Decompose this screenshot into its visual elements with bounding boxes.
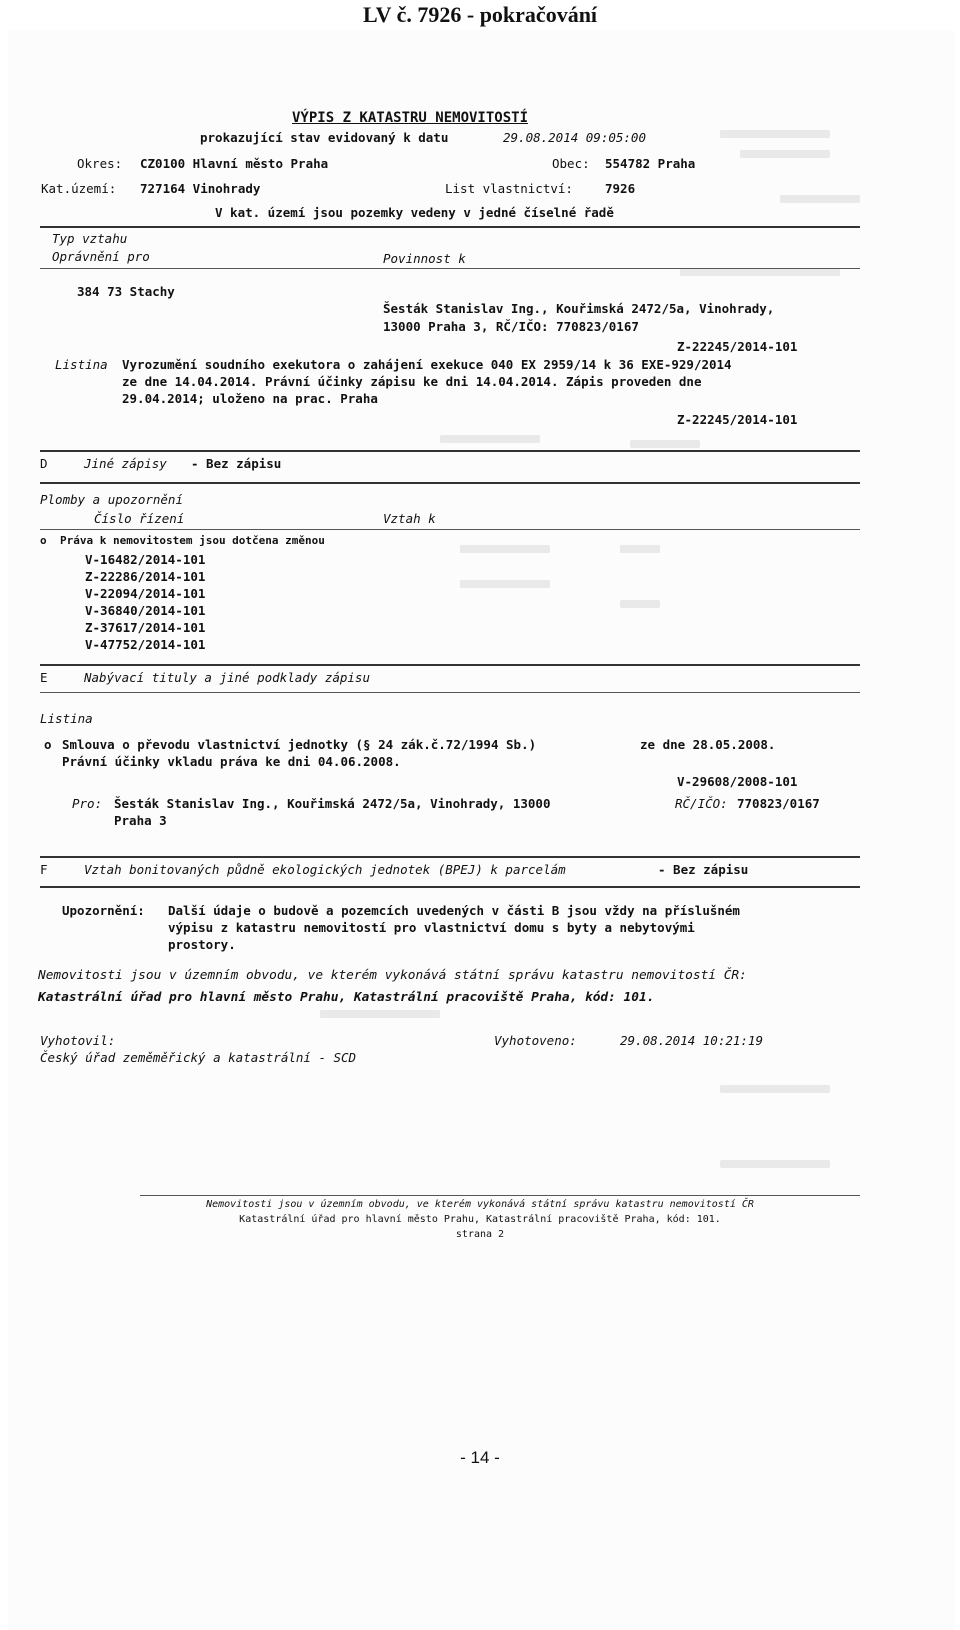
section-d-status: - Bez zápisu (191, 456, 282, 471)
bleed-through-mark (720, 1085, 830, 1093)
pro-label: Pro: (72, 796, 103, 811)
bleed-through-mark (320, 1010, 440, 1018)
divider (40, 226, 860, 228)
document-title: VÝPIS Z KATASTRU NEMOVITOSTÍ (292, 110, 529, 126)
vyhotovil-label: Vyhotovil: (40, 1033, 116, 1048)
bleed-through-mark (740, 150, 830, 158)
bleed-through-mark (680, 268, 840, 276)
section-f-status: - Bez zápisu (658, 862, 749, 877)
bleed-through-mark (460, 580, 550, 588)
rizeni-item: V-16482/2014-101 (85, 552, 206, 567)
footer-line-3: strana 2 (455, 1229, 505, 1240)
upozorneni-line-1: Další údaje o budově a pozemcích uvedených v části B jsou vždy na příslušném (168, 903, 740, 918)
upozorneni-line-2: výpisu z katastru nemovitostí pro vlastnictví domu s byty a nebytovými (168, 920, 695, 935)
obec-label: Obec: (552, 156, 590, 171)
subtitle-date: 29.08.2014 09:05:00 (503, 130, 646, 145)
upozorneni-label: Upozornění: (62, 903, 145, 918)
bleed-through-mark (620, 545, 660, 553)
cislo-rizeni-label: Číslo řízení (94, 511, 185, 526)
divider (40, 529, 860, 530)
vyhotovil-value: Český úřad zeměměřický a katastrální - SCD (40, 1050, 357, 1065)
rizeni-item: V-47752/2014-101 (85, 637, 206, 652)
smlouva-ref: V-29608/2008-101 (677, 774, 798, 789)
katuzemi-value: 727164 Vinohrady (140, 181, 261, 196)
bleed-through-mark (440, 435, 540, 443)
lv-value: 7926 (605, 181, 636, 196)
section-f-title: Vztah bonitovaných půdně ekologických jednotek (BPEJ) k parcelám (84, 862, 566, 877)
divider (40, 482, 860, 484)
divider (140, 1195, 860, 1196)
footer-line-2: Katastrální úřad pro hlavní město Prahu, Katastrální pracoviště Praha, kód: 101. (239, 1214, 721, 1225)
section-f-letter: F (40, 862, 48, 877)
divider (40, 268, 860, 269)
listina-line-2: ze dne 14.04.2014. Právní účinky zápisu ke dni 14.04.2014. Zápis proveden dne (122, 374, 702, 389)
plomby-title: Plomby a upozornění (40, 492, 183, 507)
rizeni-item: Z-22286/2014-101 (85, 569, 206, 584)
obec-value: 554782 Praha (605, 156, 696, 171)
bleed-through-mark (720, 1160, 830, 1168)
vyhotoveno-value: 29.08.2014 10:21:19 (620, 1033, 763, 1048)
povinnost-k-label: Povinnost k (383, 251, 466, 266)
smlouva-line-1: Smlouva o převodu vlastnictví jednotky (§ 24 zák.č.72/1994 Sb.) (62, 737, 537, 752)
smlouva-line-2: Právní účinky vkladu práva ke dni 04.06.2008. (62, 754, 401, 769)
divider (40, 664, 860, 666)
section-e-letter: E (40, 670, 48, 685)
rc-label: RČ/IČO: (675, 796, 728, 811)
katastr-line-2: Katastrální úřad pro hlavní město Prahu, Katastrální pracoviště Praha, kód: 101. (38, 990, 655, 1005)
katastr-line-1: Nemovitosti jsou v územním obvodu, ve kterém vykonává státní správu katastru nemovitostí ČR: (38, 968, 747, 983)
rc-value: 770823/0167 (737, 796, 820, 811)
opravneni-pro-label: Oprávnění pro (52, 249, 150, 264)
page-number: - 14 - (460, 1448, 500, 1467)
bleed-through-mark (720, 130, 830, 138)
okres-value: CZ0100 Hlavní město Praha (140, 156, 329, 171)
unit-number: 384 73 Stachy (77, 284, 175, 299)
rizeni-item: V-36840/2014-101 (85, 603, 206, 618)
section-d-title: Jiné zápisy (84, 456, 167, 471)
divider (40, 886, 860, 888)
pro-value: Šesták Stanislav Ing., Kouřimská 2472/5a, Vinohrady, 13000 (114, 796, 551, 811)
bleed-through-mark (780, 195, 860, 203)
upozorneni-line-3: prostory. (168, 937, 236, 952)
subtitle-lead: prokazující stav evidovaný k datu (200, 130, 449, 145)
rizeni-item: Z-37617/2014-101 (85, 620, 206, 635)
divider (40, 450, 860, 452)
section-e-title: Nabývací tituly a jiné podklady zápisu (84, 670, 370, 685)
okres-label: Okres: (77, 156, 123, 171)
page-header: LV č. 7926 - pokračování (362, 2, 598, 27)
bleed-through-mark (620, 600, 660, 608)
divider (40, 692, 860, 693)
bullet: o (44, 737, 52, 752)
smlouva-date: ze dne 28.05.2008. (640, 737, 776, 752)
owner-line-2: 13000 Praha 3, RČ/IČO: 770823/0167 (383, 319, 639, 334)
section-e-listina-label: Listina (40, 711, 93, 726)
prava-label: Práva k nemovitostem jsou dotčena změnou (60, 534, 325, 547)
listina-line-3: 29.04.2014; uloženo na prac. Praha (122, 391, 378, 406)
listina-line-1: Vyrozumění soudního exekutora o zahájení exekuce 040 EX 2959/14 k 36 EXE-929/2014 (122, 357, 732, 372)
lv-label: List vlastnictví: (445, 181, 573, 196)
pro-value-2: Praha 3 (114, 813, 167, 828)
rizeni-item: V-22094/2014-101 (85, 586, 206, 601)
series-note: V kat. území jsou pozemky vedeny v jedné číselné řadě (215, 205, 614, 220)
reference-2: Z-22245/2014-101 (677, 412, 798, 427)
typ-vztahu-label: Typ vztahu (52, 231, 128, 246)
katuzemi-label: Kat.území: (41, 181, 117, 196)
bullet: o (40, 534, 47, 547)
listina-label: Listina (55, 357, 108, 372)
vyhotoveno-label: Vyhotoveno: (494, 1033, 577, 1048)
vztah-k-label: Vztah k (383, 511, 436, 526)
bleed-through-mark (630, 440, 700, 448)
footer-line-1: Nemovitosti jsou v územním obvodu, ve kterém vykonává státní správu katastru nemovitostí ČR (206, 1199, 754, 1210)
reference-1: Z-22245/2014-101 (677, 339, 798, 354)
divider (40, 856, 860, 858)
section-d-letter: D (40, 456, 48, 471)
bleed-through-mark (460, 545, 550, 553)
owner-line-1: Šesták Stanislav Ing., Kouřimská 2472/5a, Vinohrady, (383, 301, 775, 316)
